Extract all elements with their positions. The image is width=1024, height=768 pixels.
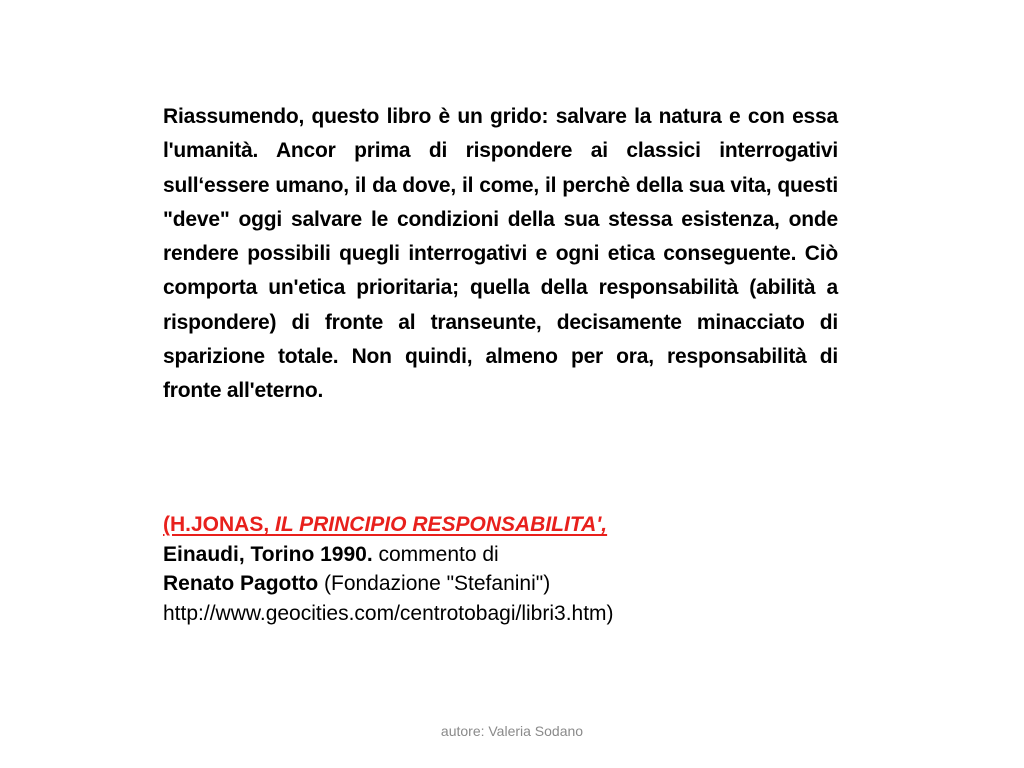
- citation-block: [163, 510, 863, 628]
- citation-publisher: Einaudi, Torino 1990.: [163, 542, 373, 566]
- citation-author: (H.JONAS,: [163, 513, 276, 536]
- citation-heading: [163, 510, 863, 540]
- footer-author: autore: Valeria Sodano: [440, 723, 584, 739]
- citation-publisher-line: [163, 540, 863, 570]
- citation-comment-label: commento di: [372, 542, 499, 566]
- citation-book-title: IL PRINCIPIO RESPONSABILITA',: [275, 513, 608, 536]
- main-paragraph: Riassumendo, questo libro è un grido: salvare la natura e con essa l'umanità. Ancor prima di rispondere ai classici interrogativi sull‘essere umano, il da dove, il come, il perchè della sua vita, questi "deve" oggi salvare le condizioni della sua stessa esistenza, onde rendere possibili quegli interrogativi e ogni etica conseguente. Ciò comporta un'etica prioritaria; quella della responsabilità (abilità a rispondere) di fronte al transeunte, decisamente minacciato di sparizione totale. Non quindi, almeno per ora, responsabilità di fronte all'eterno.: [163, 105, 838, 403]
- citation-commenter-line: [163, 569, 863, 599]
- citation-affiliation: (Fondazione "Stefanini"): [318, 572, 551, 595]
- citation-url: http://www.geocities.com/centrotobagi/libri3.htm): [163, 601, 614, 625]
- citation-commenter: Renato Pagotto: [163, 572, 319, 595]
